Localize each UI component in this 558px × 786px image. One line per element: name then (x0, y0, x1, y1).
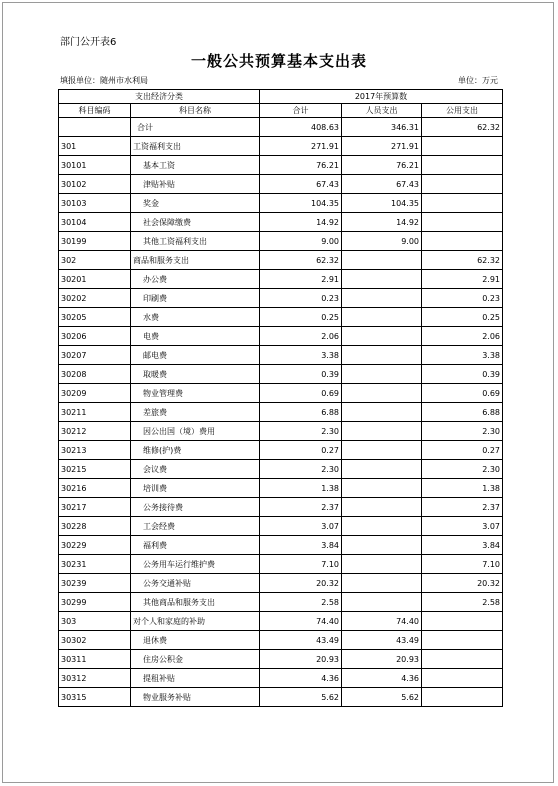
cell-name: 维修(护)费 (131, 441, 260, 460)
cell-public: 0.23 (422, 289, 503, 308)
cell-public (422, 612, 503, 631)
cell-personnel (342, 251, 422, 270)
cell-name: 邮电费 (131, 346, 260, 365)
cell-personnel: 76.21 (342, 156, 422, 175)
cell-total: 0.69 (260, 384, 342, 403)
page-title: 一般公共预算基本支出表 (190, 52, 367, 70)
cell-name: 基本工资 (131, 156, 260, 175)
table-row (59, 593, 503, 612)
cell-code: 30216 (59, 479, 131, 498)
cell-personnel: 20.93 (342, 650, 422, 669)
cell-name: 取暖费 (131, 365, 260, 384)
cell-personnel (342, 593, 422, 612)
cell-name: 对个人和家庭的补助 (131, 612, 260, 631)
cell-name: 津贴补贴 (131, 175, 260, 194)
cell-total: 76.21 (260, 156, 342, 175)
cell-personnel (342, 460, 422, 479)
cell-code: 30312 (59, 669, 131, 688)
cell-code: 30228 (59, 517, 131, 536)
cell-public: 3.07 (422, 517, 503, 536)
cell-public (422, 669, 503, 688)
reporting-org-label: 填报单位：随州市水利局 (60, 76, 148, 85)
cell-name: 合计 (131, 118, 260, 137)
cell-code: 30201 (59, 270, 131, 289)
cell-total: 2.30 (260, 460, 342, 479)
cell-name: 其他工资福利支出 (131, 232, 260, 251)
cell-public (422, 631, 503, 650)
cell-total: 9.00 (260, 232, 342, 251)
cell-personnel (342, 308, 422, 327)
cell-name: 办公费 (131, 270, 260, 289)
header-public: 公用支出 (422, 104, 503, 118)
header-budget-2017: 2017年预算数 (260, 90, 503, 104)
cell-name: 福利费 (131, 536, 260, 555)
budget-table (58, 89, 503, 707)
cell-public (422, 137, 503, 156)
cell-total: 0.25 (260, 308, 342, 327)
cell-public: 3.38 (422, 346, 503, 365)
header-row-columns (59, 104, 503, 118)
cell-personnel (342, 403, 422, 422)
table-row (59, 251, 503, 270)
cell-personnel: 9.00 (342, 232, 422, 251)
cell-total: 14.92 (260, 213, 342, 232)
cell-total: 2.37 (260, 498, 342, 517)
cell-name: 物业管理费 (131, 384, 260, 403)
cell-total: 2.91 (260, 270, 342, 289)
cell-public (422, 232, 503, 251)
cell-name: 差旅费 (131, 403, 260, 422)
cell-personnel (342, 365, 422, 384)
cell-code: 30206 (59, 327, 131, 346)
cell-public: 2.91 (422, 270, 503, 289)
cell-name: 印刷费 (131, 289, 260, 308)
table-row (59, 118, 503, 137)
table-row (59, 479, 503, 498)
cell-code: 30205 (59, 308, 131, 327)
cell-personnel (342, 384, 422, 403)
table-row (59, 650, 503, 669)
cell-total: 20.93 (260, 650, 342, 669)
cell-code: 30315 (59, 688, 131, 707)
cell-public: 2.30 (422, 460, 503, 479)
cell-public: 2.06 (422, 327, 503, 346)
cell-personnel (342, 498, 422, 517)
table-row (59, 612, 503, 631)
table-row (59, 422, 503, 441)
cell-name: 公务用车运行维护费 (131, 555, 260, 574)
cell-personnel: 14.92 (342, 213, 422, 232)
cell-public: 0.25 (422, 308, 503, 327)
cell-code: 30101 (59, 156, 131, 175)
cell-name: 培训费 (131, 479, 260, 498)
table-row (59, 631, 503, 650)
cell-public: 20.32 (422, 574, 503, 593)
cell-personnel (342, 479, 422, 498)
table-row (59, 346, 503, 365)
cell-public: 0.69 (422, 384, 503, 403)
table-row (59, 441, 503, 460)
cell-public: 0.39 (422, 365, 503, 384)
cell-code: 30213 (59, 441, 131, 460)
cell-code: 30102 (59, 175, 131, 194)
cell-name: 因公出国（境）费用 (131, 422, 260, 441)
cell-code (59, 118, 131, 137)
cell-name: 公务交通补贴 (131, 574, 260, 593)
cell-personnel: 104.35 (342, 194, 422, 213)
cell-code: 30231 (59, 555, 131, 574)
table-row (59, 498, 503, 517)
table-number-label: 部门公开表6 (60, 37, 117, 48)
cell-public (422, 650, 503, 669)
table-row (59, 137, 503, 156)
header-personnel: 人员支出 (342, 104, 422, 118)
cell-personnel: 5.62 (342, 688, 422, 707)
cell-total: 5.62 (260, 688, 342, 707)
cell-public (422, 175, 503, 194)
cell-personnel: 346.31 (342, 118, 422, 137)
cell-public: 0.27 (422, 441, 503, 460)
table-row (59, 384, 503, 403)
cell-total: 4.36 (260, 669, 342, 688)
cell-code: 30215 (59, 460, 131, 479)
cell-personnel (342, 289, 422, 308)
cell-total: 271.91 (260, 137, 342, 156)
cell-total: 74.40 (260, 612, 342, 631)
cell-name: 提租补贴 (131, 669, 260, 688)
cell-name: 奖金 (131, 194, 260, 213)
cell-total: 67.43 (260, 175, 342, 194)
cell-personnel (342, 517, 422, 536)
cell-personnel (342, 555, 422, 574)
table-row (59, 175, 503, 194)
table-row (59, 232, 503, 251)
cell-public (422, 213, 503, 232)
cell-code: 30212 (59, 422, 131, 441)
header-code: 科目编码 (59, 104, 131, 118)
table-row (59, 574, 503, 593)
table-row (59, 536, 503, 555)
table-row (59, 327, 503, 346)
table-row (59, 308, 503, 327)
cell-public (422, 156, 503, 175)
cell-code: 30202 (59, 289, 131, 308)
cell-public: 6.88 (422, 403, 503, 422)
table-row (59, 688, 503, 707)
cell-code: 30211 (59, 403, 131, 422)
cell-code: 30229 (59, 536, 131, 555)
table-row (59, 555, 503, 574)
cell-total: 62.32 (260, 251, 342, 270)
cell-code: 30209 (59, 384, 131, 403)
cell-personnel (342, 346, 422, 365)
cell-code: 301 (59, 137, 131, 156)
cell-name: 住房公积金 (131, 650, 260, 669)
cell-personnel: 4.36 (342, 669, 422, 688)
cell-public: 3.84 (422, 536, 503, 555)
table-row (59, 289, 503, 308)
cell-total: 2.30 (260, 422, 342, 441)
cell-public (422, 194, 503, 213)
table-row (59, 270, 503, 289)
cell-public: 62.32 (422, 118, 503, 137)
cell-code: 303 (59, 612, 131, 631)
cell-personnel (342, 327, 422, 346)
cell-total: 0.23 (260, 289, 342, 308)
cell-personnel (342, 574, 422, 593)
cell-personnel (342, 270, 422, 289)
cell-total: 7.10 (260, 555, 342, 574)
header-row-group (59, 90, 503, 104)
cell-total: 3.38 (260, 346, 342, 365)
cell-name: 水费 (131, 308, 260, 327)
table-row (59, 669, 503, 688)
cell-total: 6.88 (260, 403, 342, 422)
cell-personnel: 67.43 (342, 175, 422, 194)
cell-name: 电费 (131, 327, 260, 346)
cell-public: 2.58 (422, 593, 503, 612)
cell-total: 3.84 (260, 536, 342, 555)
cell-public: 1.38 (422, 479, 503, 498)
cell-total: 104.35 (260, 194, 342, 213)
cell-name: 其他商品和服务支出 (131, 593, 260, 612)
cell-code: 30302 (59, 631, 131, 650)
cell-personnel (342, 441, 422, 460)
cell-total: 43.49 (260, 631, 342, 650)
cell-personnel: 43.49 (342, 631, 422, 650)
cell-name: 退休费 (131, 631, 260, 650)
cell-public (422, 688, 503, 707)
cell-name: 会议费 (131, 460, 260, 479)
cell-total: 2.06 (260, 327, 342, 346)
cell-total: 1.38 (260, 479, 342, 498)
cell-total: 3.07 (260, 517, 342, 536)
cell-personnel: 74.40 (342, 612, 422, 631)
table-row (59, 517, 503, 536)
cell-name: 社会保障缴费 (131, 213, 260, 232)
cell-public: 2.37 (422, 498, 503, 517)
cell-public: 7.10 (422, 555, 503, 574)
cell-code: 30217 (59, 498, 131, 517)
cell-personnel (342, 536, 422, 555)
cell-code: 30103 (59, 194, 131, 213)
cell-total: 0.27 (260, 441, 342, 460)
cell-personnel (342, 422, 422, 441)
table-row (59, 365, 503, 384)
cell-code: 30239 (59, 574, 131, 593)
cell-code: 30208 (59, 365, 131, 384)
table-row (59, 194, 503, 213)
cell-personnel: 271.91 (342, 137, 422, 156)
cell-code: 30311 (59, 650, 131, 669)
cell-code: 30299 (59, 593, 131, 612)
cell-name: 商品和服务支出 (131, 251, 260, 270)
cell-code: 302 (59, 251, 131, 270)
cell-name: 工会经费 (131, 517, 260, 536)
table-row (59, 460, 503, 479)
cell-total: 408.63 (260, 118, 342, 137)
cell-code: 30104 (59, 213, 131, 232)
table-row (59, 403, 503, 422)
unit-label: 单位：万元 (458, 76, 498, 85)
cell-total: 0.39 (260, 365, 342, 384)
cell-total: 2.58 (260, 593, 342, 612)
cell-code: 30207 (59, 346, 131, 365)
cell-code: 30199 (59, 232, 131, 251)
cell-public: 62.32 (422, 251, 503, 270)
header-name: 科目名称 (131, 104, 260, 118)
header-total: 合计 (260, 104, 342, 118)
cell-name: 物业服务补贴 (131, 688, 260, 707)
header-economic-classification: 支出经济分类 (59, 90, 260, 104)
cell-total: 20.32 (260, 574, 342, 593)
table-row (59, 213, 503, 232)
table-row (59, 156, 503, 175)
cell-name: 公务接待费 (131, 498, 260, 517)
cell-public: 2.30 (422, 422, 503, 441)
cell-name: 工资福利支出 (131, 137, 260, 156)
